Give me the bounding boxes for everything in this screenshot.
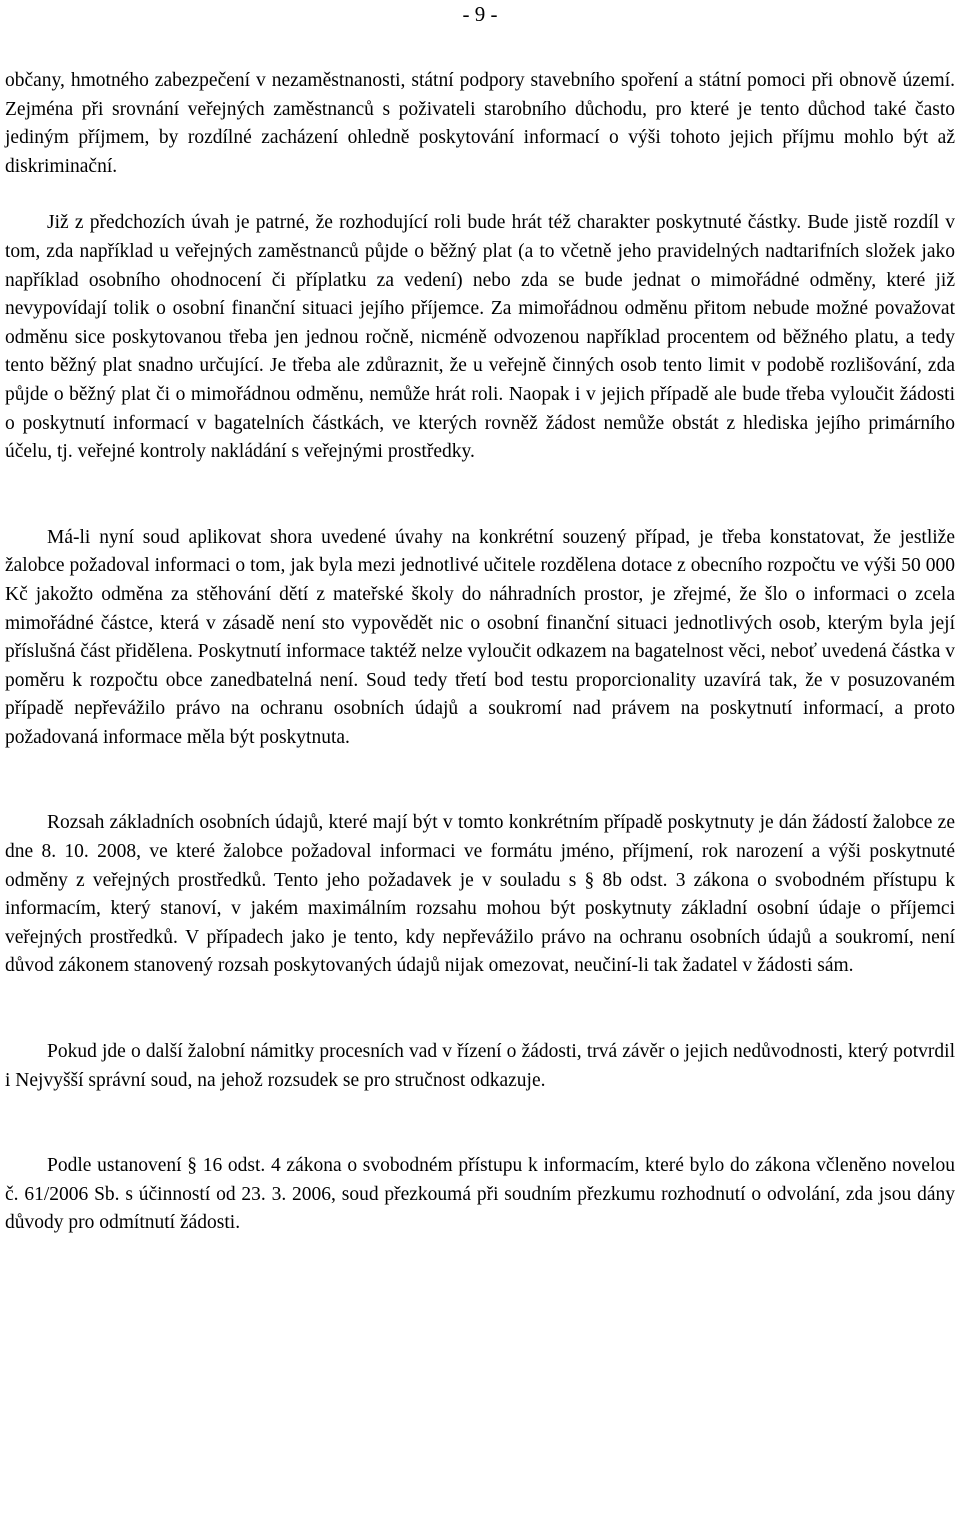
paragraph-continuation: občany, hmotného zabezpečení v nezaměstnanosti, státní podpory stavebního spoření a státní pomoci při obnově území. Zejména při srovnání veřejných zaměstnanců s poživateli starobního důchodu, pro které je tento důchod také často jediným příjmem, by rozdílné zacházení ohledně poskytování informací o výši tohoto jejich příjmu mohlo být až diskriminační.	[5, 70, 955, 177]
paragraph-application-to-case: Má-li nyní soud aplikovat shora uvedené úvahy na konkrétní souzený případ, je třeba konstatovat, že jestliže žalobce požadoval informaci o tom, jak byla mezi jednotlivé učitele rozdělena dotace z obecního rozpočtu ve výši 50 000 Kč jakožto odměna za stěhování dětí z mateřské školy do náhradních prostor, je zřejmé, že šlo o informaci o zcela mimořádné částce, která v zásadě není sto vypovědět nic o osobní finanční situaci jednotlivých osob, kterým byla její příslušná část přidělena. Poskytnutí informace taktéž nelze vyloučit odkazem na bagatelnost věci, neboť uvedená částka v poměru k rozpočtu obce zanedbatelná není. Soud tedy třetí bod testu proporcionality uzavírá tak, že v posuzovaném případě nepřevážilo právo na ochranu osobních údajů a soukromí nad právem na poskytnutí informací, a proto požadovaná informace měla být poskytnuta.	[5, 526, 955, 748]
paragraph-character-of-amount: Již z předchozích úvah je patrné, že rozhodující roli bude hrát též charakter poskytnuté částky. Bude jistě rozdíl v tom, zda například u veřejných zaměstnanců půjde o běžný plat (a to včetně jeho pravidelných nadtarifních složek jako například osobního ohodnocení či příplatku za vedení) nebo zda se bude jednat o mimořádné odměny, které již nevypovídají tolik o osobní finanční situaci jejího příjemce. Za mimořádnou odměnu přitom nebude možné považovat odměnu sice poskytovanou třeba jen jednou ročně, nicméně odvozenou například procentem od běžného platu, a tedy tento běžný plat snadno určující. Je třeba ale zdůraznit, že u veřejně činných osob tento limit v podobě rozlišování, zda půjde o běžný plat či o mimořádnou odměnu, nemůže hrát roli. Naopak i v jejich případě ale bude třeba vyloučit žádosti o poskytnutí informací v bagatelních částkách, ve kterých rovněž žádost nemůže obstát z hlediska jejího primárního účelu, tj. veřejné kontroly nakládání s veřejnými prostředky.	[5, 212, 955, 463]
document-body	[5, 67, 955, 1238]
page-number: - 9 -	[462, 2, 498, 26]
paragraph-procedural-objections: Pokud jde o další žalobní námitky procesních vad v řízení o žádosti, trvá závěr o jejich nedůvodnosti, který potvrdil i Nejvyšší správní soud, na jehož rozsudek se pro stručnost odkazuje.	[5, 1041, 955, 1091]
paragraph-scope-of-personal-data: Rozsah základních osobních údajů, které mají být v tomto konkrétním případě poskytnuty je dán žádostí žalobce ze dne 8. 10. 2008, ve které žalobce požadoval informaci ve formátu jméno, příjmení, rok narození a výši poskytnuté odměny z veřejných prostředků. Tento jeho požadavek je v souladu s § 8b odst. 3 zákona o svobodném přístupu k informacím, který stanoví, v jakém maximálním rozsahu mohou být poskytnuty základní osobní údaje o příjemci veřejných prostředků. V případech jako je tento, kdy nepřevážilo právo na ochranu osobních údajů a soukromí, není důvod zákonem stanovený rozsah poskytovaných údajů nijak omezovat, neučiní-li tak žadatel v žádosti sám.	[5, 812, 955, 977]
paragraph-legal-provision: Podle ustanovení § 16 odst. 4 zákona o svobodném přístupu k informacím, které bylo do zákona včleněno novelou č. 61/2006 Sb. s účinností od 23. 3. 2006, soud přezkoumá při soudním přezkumu rozhodnutí o odvolání, zda jsou dány důvody pro odmítnutí žádosti.	[5, 1155, 955, 1234]
